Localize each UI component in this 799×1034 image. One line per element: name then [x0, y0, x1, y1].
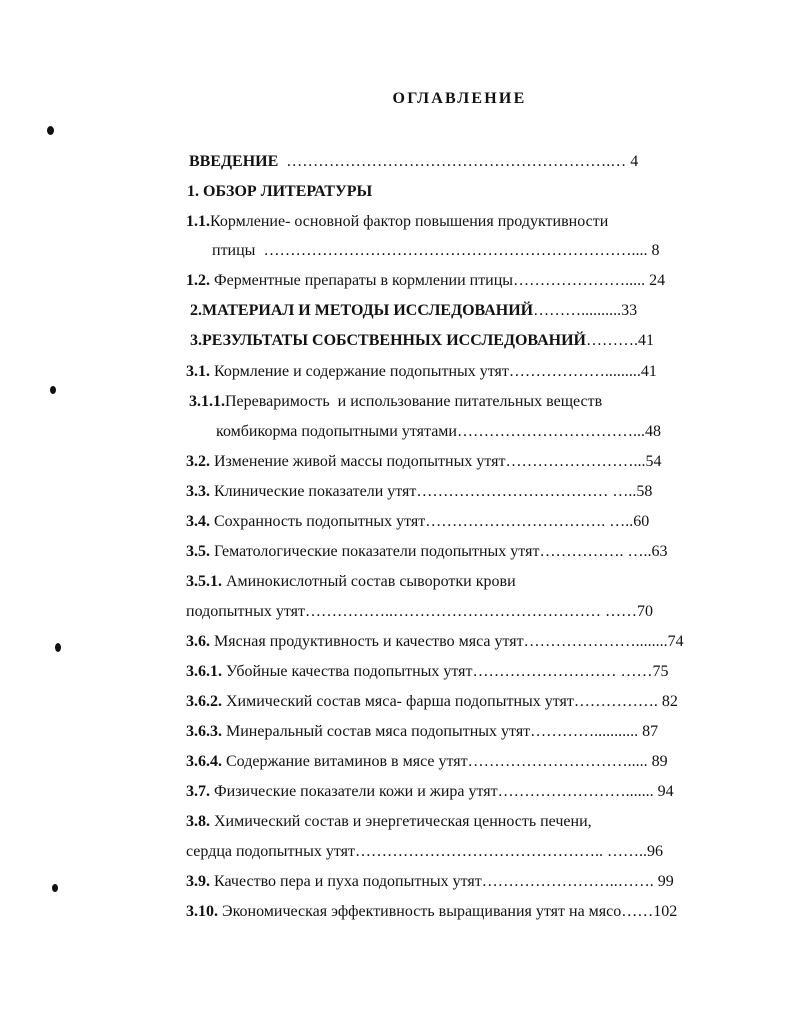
toc-entry-number: 3.8.: [186, 813, 210, 830]
toc-entry-number: 3.2.: [186, 453, 210, 470]
toc-entry-text: Переваримость и использование питательных веществ: [225, 393, 603, 410]
toc-entry-leader: ……………. …..63: [539, 543, 668, 560]
toc-entry-text: сердца подопытных утят: [186, 843, 355, 860]
toc-entry-text: Изменение живой массы подопытных утят: [210, 453, 506, 470]
toc-entry-leader: …………………........74: [523, 633, 684, 650]
toc-entry-3-6-3: [186, 722, 658, 742]
toc-entry-3-5: [186, 542, 667, 562]
toc-entry-3-8-cont: [186, 842, 663, 862]
toc-entry-1-2: [186, 271, 665, 291]
toc-entry-leader: ……102: [621, 903, 678, 920]
toc-entry-3-6-1: [186, 662, 669, 682]
toc-entry-literature-review: [187, 182, 372, 202]
toc-entry-leader: ……………………………. …..60: [425, 513, 650, 530]
toc-entry-leader: …………………..... 24: [513, 272, 666, 289]
toc-entry-text: Минеральный состав мяса подопытных утят: [222, 723, 531, 740]
toc-entry-number: 3.5.1.: [186, 573, 222, 590]
toc-entry-number: 3.9.: [186, 873, 210, 890]
toc-entry-text: комбикорма подопытными утятами: [216, 423, 457, 440]
toc-entry-number: 3.10.: [186, 903, 218, 920]
toc-entry-3-1-1: [189, 392, 602, 412]
toc-entry-leader: ……………………………… …..58: [416, 483, 653, 500]
toc-entry-leader: ……………………………...48: [456, 423, 661, 440]
toc-entry-leader: …………………………………………………………….... 8: [263, 242, 660, 259]
toc-entry-3-7: [186, 782, 674, 802]
toc-entry-3-3: [186, 482, 652, 502]
toc-entry-3-10: [186, 902, 677, 922]
toc-entry-3-8: [186, 812, 592, 832]
toc-entry-text: Содержание витаминов в мясе утят: [222, 753, 468, 770]
toc-entry-text: ВВЕДЕНИЕ: [189, 153, 287, 170]
toc-entry-text: Химический состав мяса- фарша подопытных утят: [222, 693, 574, 710]
toc-entry-1-1: [186, 212, 608, 232]
toc-entry-3-1-1-cont: [216, 422, 661, 442]
toc-entry-text: Гематологические показатели подопытных утят: [210, 543, 540, 560]
toc-entry-1-1-cont: [212, 241, 659, 261]
toc-entry-text: Экономическая эффективность выращивания утят на мясо: [218, 903, 622, 920]
toc-entry-3-5-1: [186, 572, 516, 592]
toc-entry-text: 3.РЕЗУЛЬТАТЫ СОБСТВЕННЫХ ИССЛЕДОВАНИЙ: [190, 332, 586, 349]
toc-entry-leader: ……………………....... 94: [497, 783, 674, 800]
toc-entry-number: 3.5.: [186, 543, 210, 560]
page-title: ОГЛАВЛЕНИЕ: [392, 90, 527, 107]
toc-entry-text: подопытных утят: [186, 603, 305, 620]
toc-entry-3-1: [186, 362, 657, 382]
toc-entry-number: 1.1.: [186, 213, 210, 230]
toc-entry-number: 3.6.3.: [186, 723, 222, 740]
toc-entry-3-6-4: [186, 752, 668, 772]
toc-entry-3-6: [186, 632, 684, 652]
toc-entry-text: птицы: [212, 242, 264, 259]
scan-speck: [55, 643, 61, 652]
toc-entry-number: 1.2.: [186, 272, 210, 289]
toc-entry-leader: ………..........33: [533, 302, 638, 319]
toc-entry-text: Ферментные препараты в кормлении птицы: [210, 272, 514, 289]
toc-entry-leader: ……………………………………….. ……..96: [354, 843, 663, 860]
toc-entry-leader: ……………………...54: [505, 453, 662, 470]
toc-entry-number: 3.7.: [186, 783, 210, 800]
toc-entry-number: 3.4.: [186, 513, 210, 530]
toc-entry-leader: ……………..………………………………… ……70: [305, 603, 653, 620]
toc-entry-leader: …………………………..... 89: [467, 753, 668, 770]
toc-entry-results: [190, 331, 654, 351]
toc-entry-leader: …………........... 87: [530, 723, 659, 740]
toc-entry-text: Сохранность подопытных утят: [210, 513, 426, 530]
toc-entry-materials-methods: [190, 301, 637, 321]
scan-speck: [52, 884, 58, 892]
toc-entry-leader: ……………………… ……75: [472, 663, 669, 680]
toc-entry-leader: ……….41: [585, 332, 654, 349]
toc-entry-leader: ……………………..……. 99: [481, 873, 674, 890]
toc-entry-3-2: [186, 452, 661, 472]
toc-entry-text: Качество пера и пуха подопытных утят: [210, 873, 482, 890]
toc-entry-number: 3.6.4.: [186, 753, 222, 770]
toc-entry-3-6-2: [186, 692, 678, 712]
toc-entry-text: Убойные качества подопытных утят: [222, 663, 473, 680]
toc-entry-text: Кормление и содержание подопытных утят: [210, 363, 509, 380]
toc-entry-leader: …………………………………………………….… 4: [286, 153, 639, 170]
scan-speck: [47, 126, 54, 135]
toc-entry-text: 2.МАТЕРИАЛ И МЕТОДЫ ИССЛЕДОВАНИЙ: [190, 302, 534, 319]
scan-speck: [50, 386, 56, 394]
toc-entry-text: Аминокислотный состав сыворотки крови: [222, 573, 516, 590]
toc-entry-text: 1. ОБЗОР ЛИТЕРАТУРЫ: [187, 183, 373, 200]
toc-entry-3-5-1-cont: [186, 602, 653, 622]
toc-entry-3-9: [186, 872, 674, 892]
toc-entry-text: Химический состав и энергетическая ценность печени,: [210, 813, 592, 830]
toc-entry-leader: ……………. 82: [573, 693, 678, 710]
toc-entry-introduction: [189, 152, 638, 172]
toc-entry-number: 3.6.1.: [186, 663, 222, 680]
toc-entry-text: Клинические показатели утят: [210, 483, 417, 500]
toc-entry-number: 3.6.2.: [186, 693, 222, 710]
toc-entry-leader: ……………….........41: [508, 363, 657, 380]
toc-entry-number: 3.3.: [186, 483, 210, 500]
toc-entry-number: 3.1.: [186, 363, 210, 380]
toc-entry-text: Физические показатели кожи и жира утят: [210, 783, 498, 800]
toc-entry-3-4: [186, 512, 649, 532]
toc-entry-number: 3.1.1.: [189, 393, 225, 410]
toc-entry-text: Кормление- основной фактор повышения продуктивности: [210, 213, 609, 230]
toc-entry-number: 3.6.: [186, 633, 210, 650]
toc-entry-text: Мясная продуктивность и качество мяса утят: [210, 633, 524, 650]
